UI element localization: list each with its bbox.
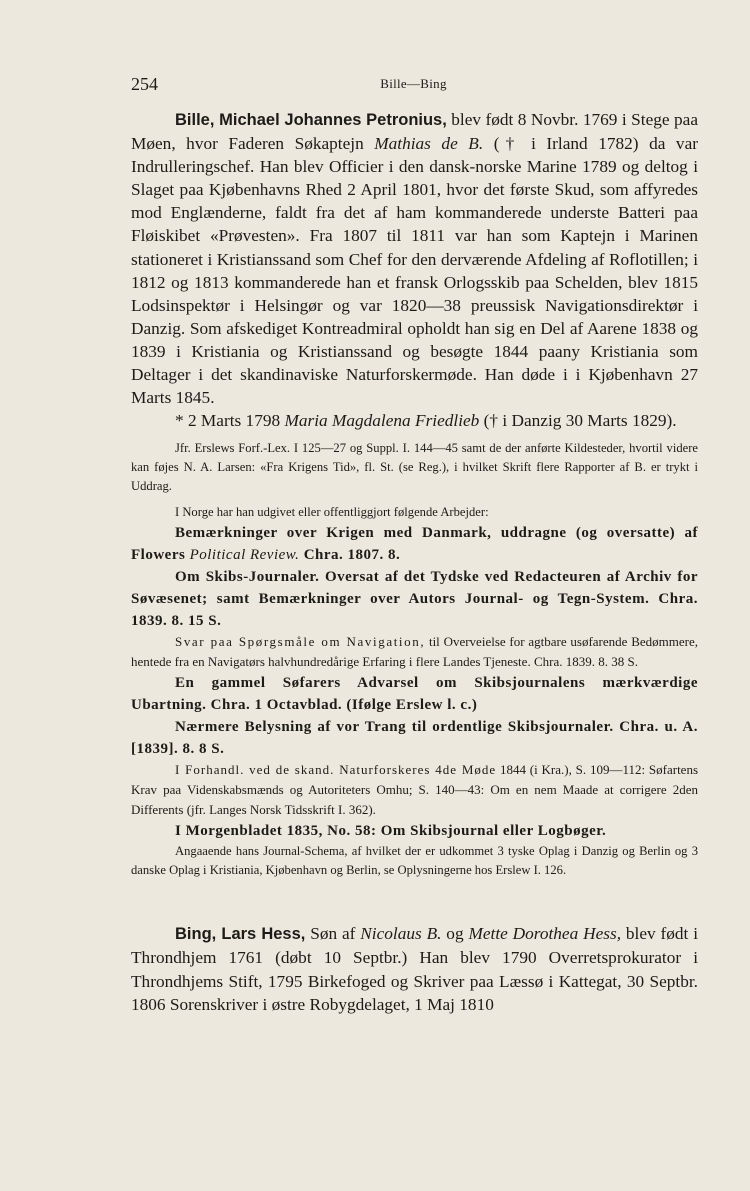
work6-rest: 1844 (i Kra.), S. 109—112: Søfartens Krav paa Videnskabsmænds og Autoriteters Omhu; S. 140—43: Om en nem Maade at corrigere 2den Differents (jfr. Langes Norsk Tidsskrift I. 362). bbox=[131, 762, 699, 818]
work1-title: Political Review. bbox=[189, 547, 300, 564]
page-number: 254 bbox=[131, 74, 158, 94]
bille-wife: Maria Magdalena Friedlieb bbox=[284, 411, 480, 431]
bille-entry-bio bbox=[131, 108, 698, 409]
bille-sources: Jfr. Erslews Forf.-Lex. I 125—27 og Suppl. I. 144—45 samt de der anførte Kildesteder, hvortil videre kan føjes N. A. Larsen: «Fra Krigens Tid», fl. St. (se Reg.), i hvilket Skrift flere Rapporter af B. er trykt i Uddrag. bbox=[131, 441, 698, 494]
bing-bio-part3: blev født i Throndhjem 1761 (døbt 10 Septbr.) Han blev 1790 Overretsprokurator i Throndhjems Stift, 1795 Birkefoged og Skriver paa Læssø i Kattegat, 30 Septbr. 1806 Sorenskriver i østre Robygdelaget, 1 Maj 1810 bbox=[131, 924, 698, 1014]
bille-work-4: En gammel Søfarers Advarsel om Skibsjournalens mærkværdige Ubartning. Chra. 1 Octavblad. (Ifølge Erslew l. c.) bbox=[131, 675, 698, 714]
bille-work-5: Nærmere Belysning af vor Trang til ordentlige Skibsjournaler. Chra. u. A. [1839]. 8. 8 S. bbox=[131, 719, 698, 758]
bing-name: Bing, Lars Hess, bbox=[175, 925, 306, 944]
bille-marriage-part2: († i Danzig 30 Marts 1829). bbox=[479, 411, 677, 431]
bille-work-3 bbox=[131, 632, 698, 672]
bing-entry-bio bbox=[131, 922, 698, 1015]
bille-work-1 bbox=[131, 522, 698, 566]
page-body bbox=[131, 108, 698, 1016]
bille-father: Mathias de B. bbox=[374, 134, 484, 154]
work3-title: Svar paa Spørgsmåle om Navigation, bbox=[175, 634, 426, 650]
bing-mother: Mette Dorothea Hess, bbox=[468, 924, 622, 944]
bille-marriage bbox=[131, 409, 698, 432]
bille-bio-part2: († i Irland 1782) da var Indrulleringschef. Han blev Officier i den dansk-norske Marine 1789 og deltog i Slaget paa Kjøbenhavns Rhed 2 April 1801, hvor det første Skud, som affyredes mod Englænderne, faldt fra det af ham kommanderede underste Batteri paa Fløiskibet «Prøvesten». Fra 1807 til 1811 var han som Kaptejn i Marinen stationeret i Kristianssand som Chef for den derværende Afdeling af Roflotillen; i 1812 og 1813 kommanderede han et fransk Orlogsskib paa Schelden, blev 1815 Lodsinspektør i Helsingør og var 1820—38 preussisk Navigationsdirektør i Danzig. Som afskediget Kontreadmiral opholdt han sig en Del af Aarene 1838 og 1839 i Kristiania og Kristianssand og besøgte 1844 paany Kristiania som Deltager i det skandinaviske Naturforskermøde. Han døde i i Kjøbenhavn 27 Marts 1845. bbox=[131, 134, 698, 408]
bille-work-6 bbox=[131, 760, 698, 820]
bille-bio-part1: blev født 8 Novbr. 1769 i Stege paa Møen, hvor Faderen Søkaptejn bbox=[131, 110, 698, 154]
bing-bio-part2: og bbox=[441, 924, 469, 944]
bille-works-intro: I Norge har han udgivet eller offentliggjort følgende Arbejder: bbox=[175, 505, 489, 520]
bille-marriage-part1: * 2 Marts 1798 bbox=[175, 411, 285, 431]
work6-title: I Forhandl. ved de skand. Naturforskeres 4de Møde bbox=[175, 762, 497, 778]
running-head: Bille—Bing bbox=[380, 76, 447, 91]
bille-work-2: Om Skibs-Journaler. Oversat af det Tydske ved Redacteuren af Archiv for Søvæsenet; samt Bemærkninger over Autors Journal- og Tegn-System. Chra. 1839. 8. 15 S. bbox=[131, 569, 698, 630]
page-header bbox=[131, 72, 696, 96]
bille-name: Bille, Michael Johannes Petronius, bbox=[175, 111, 447, 129]
bille-work-7: I Morgenbladet 1835, No. 58: Om Skibsjournal eller Logbøger. bbox=[175, 823, 607, 840]
work3-rest: til Overveielse for agtbare usøfarende Bedømmere, hentede fra en Navigatørs halvhundredårige Erfaring i flere Landes Tjeneste. Chra. 1839. 8. 38 S. bbox=[131, 634, 698, 670]
bing-bio-part1: Søn af bbox=[305, 924, 361, 944]
bille-note: Angaaende hans Journal-Schema, af hvilket der er udkommet 3 tyske Oplag i Danzig og Berlin og 3 danske Oplag i Kristiania, Kjøbenhavn og Berlin, se Oplysningerne hos Erslew I. 126. bbox=[131, 844, 698, 878]
work1-imprint: Chra. 1807. 8. bbox=[299, 547, 401, 564]
bing-father: Nicolaus B. bbox=[360, 924, 442, 944]
work1-text: Bemærkninger over Krigen med Danmark, uddragne (og oversatte) af Flowers bbox=[131, 525, 698, 564]
